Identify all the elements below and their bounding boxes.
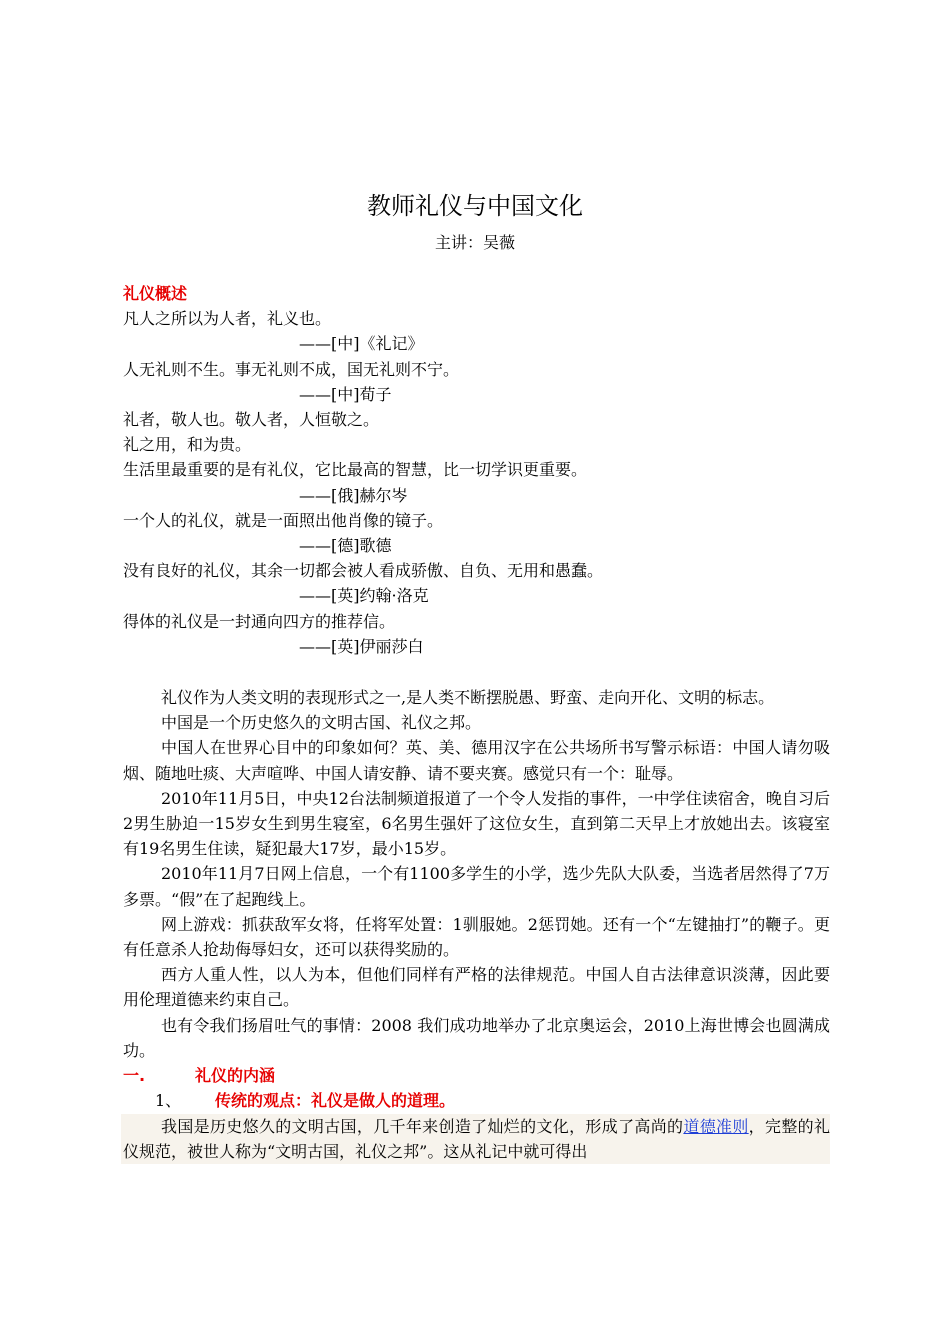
paragraph-text-start: 我国是历史悠久的文明古国，几千年来创造了灿烂的文化，形成了高尚的 <box>161 1116 684 1136</box>
quote-text: 人无礼则不生。事无礼则不成，国无礼则不宁。 <box>123 359 460 379</box>
quote-text: 一个人的礼仪，就是一面照出他肖像的镜子。 <box>123 510 444 530</box>
section-title: 礼仪的内涵 <box>195 1066 276 1086</box>
quote-text: 礼者，敬人也。敬人者，人恒敬之。 <box>123 410 380 430</box>
section-heading <box>123 1063 830 1088</box>
quote-text: 得体的礼仪是一封通向四方的推荐信。 <box>123 611 396 631</box>
quote-text: 生活里最重要的是有礼仪，它比最高的智慧，比一切学识更重要。 <box>123 460 588 480</box>
section-number: 一. <box>123 1066 146 1086</box>
body-paragraph: 礼仪作为人类文明的表现形式之一,是人类不断摆脱愚、野蛮、走向开化、文明的标志。 <box>161 688 775 708</box>
quote-source: ——[中]《礼记》 <box>299 334 424 354</box>
quotes-list <box>123 306 830 659</box>
section-paragraph <box>121 1114 830 1164</box>
moral-code-link[interactable]: 道德准则 <box>683 1116 749 1136</box>
document-subtitle: 主讲：吴薇 <box>434 233 515 252</box>
paragraph-text-end: ，完整的礼仪规范，被世人称为“文明古国，礼仪之邦”。这从礼记中就可得出 <box>123 1116 830 1161</box>
document-title: 教师礼仪与中国文化 <box>367 192 583 220</box>
quote-text: 没有良好的礼仪，其余一切都会被人看成骄傲、自负、无用和愚蠢。 <box>123 561 604 581</box>
subsection-heading <box>123 1088 830 1113</box>
document-body <box>123 281 830 1164</box>
quote-text: 凡人之所以为人者，礼义也。 <box>123 309 332 329</box>
body-paragraph: 2010年11月5日，中央12台法制频道报道了一个令人发指的事件，一中学住读宿舍，晚自习后2男生胁迫一15岁女生到男生寝室，6名男生强奸了这位女生，直到第二天早上才放她出去。该寝室有19名男生住读，疑犯最大17岁，最小15岁。 <box>123 788 830 859</box>
quote-source: ——[德]歌德 <box>299 536 392 556</box>
quote-source: ——[英]伊丽莎白 <box>299 636 424 656</box>
body-paragraph: 中国是一个历史悠久的文明古国、礼仪之邦。 <box>161 713 482 733</box>
overview-heading: 礼仪概述 <box>123 284 188 303</box>
body-paragraph: 网上游戏：抓获敌军女将，任将军处置：1驯服她。2惩罚她。还有一个“左键抽打”的鞭子。更有任意杀人抢劫侮辱妇女，还可以获得奖励的。 <box>123 914 830 960</box>
body-paragraph: 中国人在世界心目中的印象如何？英、美、德用汉字在公共场所书写警示标语：中国人请勿吸烟、随地吐痰、大声喧哗、中国人请安静、请不要夹赛。感觉只有一个：耻辱。 <box>123 738 830 783</box>
quote-text: 礼之用，和为贵。 <box>123 435 252 455</box>
spacer <box>123 659 830 685</box>
subsection-title: 传统的观点：礼仪是做人的道理。 <box>215 1091 456 1111</box>
subsection-number: 1、 <box>155 1091 182 1111</box>
quote-source: ——[英]约翰·洛克 <box>299 586 429 606</box>
intro-paragraphs <box>123 685 830 1063</box>
quote-source: ——[俄]赫尔岑 <box>299 485 408 505</box>
body-paragraph: 也有令我们扬眉吐气的事情：2008 我们成功地举办了北京奥运会，2010上海世博会也圆满成功。 <box>123 1015 830 1060</box>
body-paragraph: 西方人重人性，以人为本，但他们同样有严格的法律规范。中国人自古法律意识淡薄，因此要用伦理道德来约束自己。 <box>123 965 830 1010</box>
quote-source: ——[中]荀子 <box>299 384 392 404</box>
body-paragraph: 2010年11月7日网上信息，一个有1100多学生的小学，选少先队大队委，当选者居然得了7万多票。“假”在了起跑线上。 <box>123 864 830 909</box>
